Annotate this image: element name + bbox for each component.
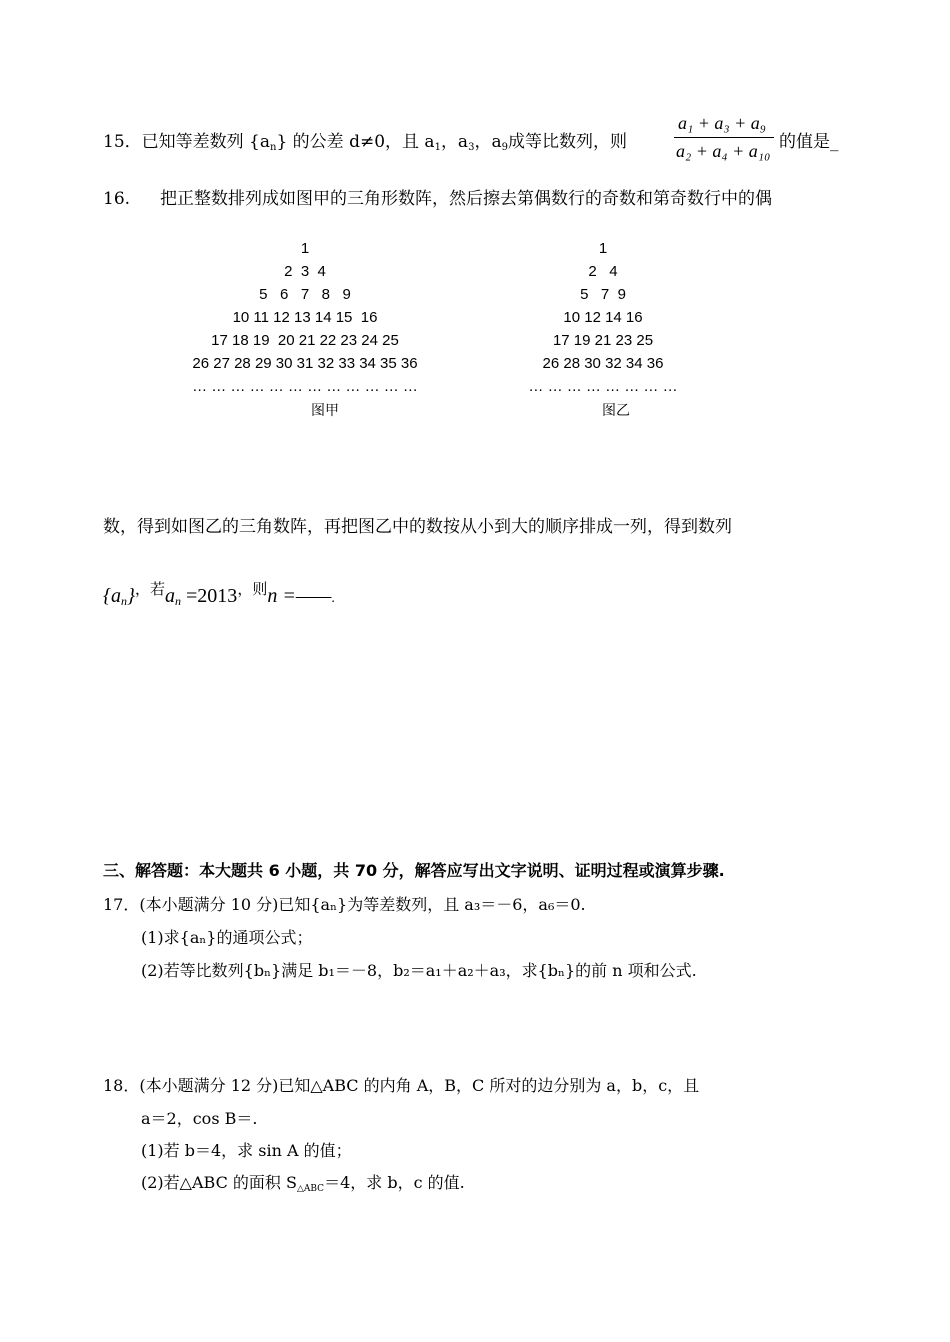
jia-caption: 图甲	[311, 403, 339, 419]
q16-comma1: ，	[135, 582, 151, 598]
jia-row-2: 2 3 4	[284, 263, 326, 280]
q16-line2: 数，得到如图乙的三角数阵，再把图乙中的数按从小到大的顺序排成一列，得到数列	[103, 517, 732, 537]
q15-fraction-bar	[674, 137, 774, 138]
yi-row-7: … … … … … … … …	[528, 378, 678, 395]
q16-an-sub: n	[175, 594, 182, 608]
q18-line4-post: ＝4，求 b，c 的值.	[324, 1173, 465, 1192]
jia-row-6: 26 27 28 29 30 31 32 33 34 35 36	[192, 355, 418, 372]
q16-eq: =2013	[181, 585, 238, 607]
q16-comma2: ，	[237, 582, 253, 598]
q16-seq: {a	[103, 585, 121, 607]
q18-line1: 18．(本小题满分 12 分)已知△ABC 的内角 A，B，C 所对的边分别为 a，b，c，且	[103, 1076, 700, 1095]
q16-text1: 把正整数排列成如图甲的三角形数阵，然后擦去第偶数行的奇数和第奇数行中的偶	[160, 189, 773, 209]
q18-line3: (1)若 b＝4，求 sin A 的值；	[141, 1141, 352, 1160]
q16-seq-sub: n	[121, 594, 127, 608]
q16-seq-close: }	[127, 585, 135, 607]
q16-an: a	[165, 585, 176, 607]
yi-row-4: 10 12 14 16	[563, 309, 643, 326]
yi-caption: 图乙	[602, 403, 630, 419]
jia-row-5: 17 18 19 20 21 22 23 24 25	[211, 332, 399, 349]
q15-text-mid4: 成等比数列，则	[507, 132, 627, 152]
yi-row-1: 1	[598, 240, 608, 257]
q17-line2: (1)求{aₙ}的通项公式；	[141, 928, 313, 947]
q16-period: .	[331, 591, 335, 606]
jia-row-7: … … … … … … … … … … … …	[192, 378, 418, 395]
section-3-heading: 三、解答题：本大题共 6 小题，共 70 分，解答应写出文字说明、证明过程或演算步骤.	[103, 861, 725, 880]
yi-row-3: 5 7 9	[580, 286, 626, 303]
q15-text-mid1: } 的公差 d≠0，且 a	[276, 132, 435, 152]
q16-line1	[103, 184, 772, 209]
yi-row-2: 2 4	[588, 263, 618, 280]
q16-n-eq: n =——	[267, 585, 332, 607]
q16-formula	[103, 578, 335, 609]
jia-row-3: 5 6 7 8 9	[259, 286, 351, 303]
jia-row-4: 10 11 12 13 14 15 16	[232, 309, 378, 326]
q15-fraction-denominator: a₂ + a₄ + a₁₀	[676, 141, 771, 161]
q15-text-post: 的值是_	[779, 132, 839, 152]
q15-sub-9: 9	[501, 142, 508, 153]
q18-line4	[141, 1170, 465, 1194]
q15-number: 15．	[103, 132, 142, 152]
yi-row-6: 26 28 30 32 34 36	[542, 355, 664, 372]
q17-line1: 17．(本小题满分 10 分)已知{aₙ}为等差数列，且 a₃＝－6，a₆＝0.	[103, 895, 586, 914]
q15-line	[103, 127, 627, 153]
q15-sub-1: 1	[434, 142, 441, 153]
q16-ze: 则	[252, 582, 268, 598]
yi-row-5: 17 19 21 23 25	[552, 332, 654, 349]
q16-number: 16.	[103, 189, 131, 209]
jia-row-1: 1	[300, 240, 310, 257]
q15-text-mid3: ，a	[474, 132, 502, 152]
q18-line2: a＝2，cos B＝.	[141, 1109, 258, 1128]
q15-sub-3: 3	[468, 142, 475, 153]
q18-line4-sub: △ABC	[296, 1184, 325, 1194]
q15-text-mid2: ，a	[440, 132, 469, 152]
q16-ruo: 若	[150, 582, 166, 598]
q15-sub-n: n	[270, 142, 277, 153]
q15-fraction-numerator: a₁ + a₃ + a₉	[678, 113, 767, 133]
q18-line4-pre: (2)若△ABC 的面积 S	[141, 1173, 297, 1192]
q17-line3: (2)若等比数列{bₙ}满足 b₁＝－8，b₂＝a₁＋a₂＋a₃，求{bₙ}的前 n 项和公式.	[141, 961, 697, 980]
q15-text-pre: 已知等差数列 {a	[141, 132, 270, 152]
